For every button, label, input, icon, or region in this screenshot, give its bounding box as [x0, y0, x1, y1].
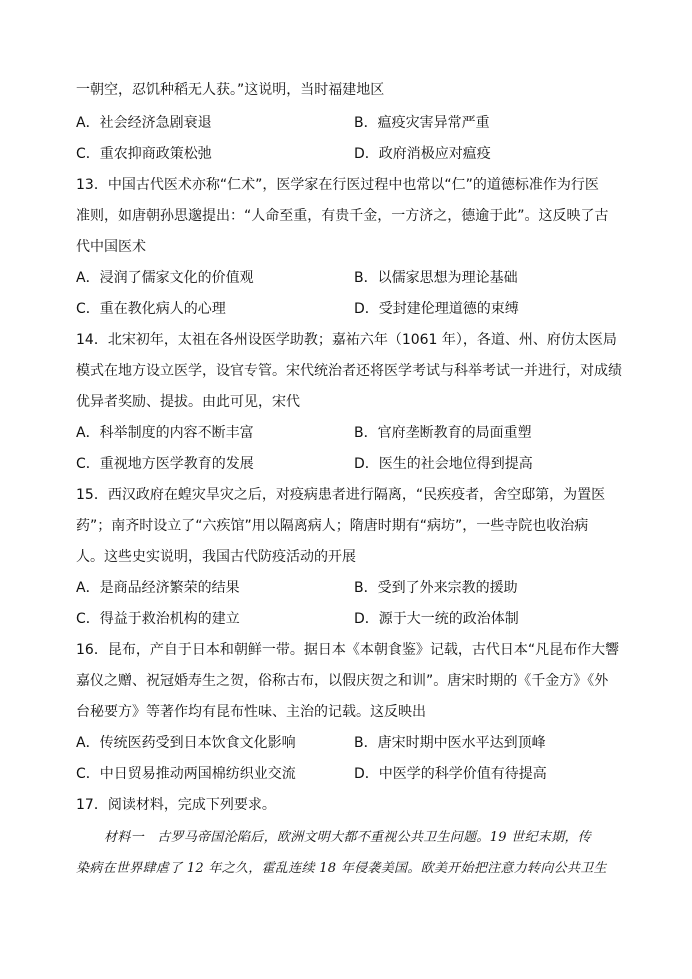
q15-stem-line-1: 15．西汉政府在蝗灾旱灾之后，对疫病患者进行隔离，“民疾疫者，舍空邸第，为置医 [76, 487, 606, 503]
q13-options-row-1 [76, 268, 636, 288]
intro-options-row-1 [76, 113, 636, 133]
q16-stem-line-2: 嘉仪之赠、祝冠婚寿生之贺，俗称古布，以假庆贺之和训”。唐宋时期的《千金方》《外 [76, 673, 609, 689]
q13-option-c[interactable]: C．重在教化病人的心理 [76, 301, 226, 317]
intro-options-row-2 [76, 144, 636, 164]
q15-option-b[interactable]: B．受到了外来宗教的援助 [354, 580, 518, 596]
q15-stem-line-2: 药”；南齐时设立了“六疾馆”用以隔离病人；隋唐时期有“病坊”，一些寺院也收治病 [76, 518, 589, 534]
q13-stem-line-3: 代中国医术 [76, 239, 146, 255]
q17-material-line-2: 染病在世界肆虐了 12 年之久，霍乱连续 18 年侵袭美国。欧美开始把注意力转向公共卫生 [76, 861, 607, 876]
q16-stem-line-1: 16．昆布，产自于日本和朝鲜一带。据日本《本朝食鉴》记载，古代日本“凡昆布作大響 [76, 642, 620, 658]
intro-option-a[interactable]: A．社会经济急剧衰退 [76, 115, 212, 131]
q14-stem-line-3: 优异者奖励、提拔。由此可见，宋代 [76, 394, 300, 410]
q17-material-line-1: 材料一 古罗马帝国沦陷后，欧洲文明大都不重视公共卫生问题。19 世纪末期，传 [104, 830, 592, 845]
q16-option-a[interactable]: A．传统医药受到日本饮食文化影响 [76, 735, 296, 751]
q13-stem-line-1: 13．中国古代医术亦称“仁术”，医学家在行医过程中也常以“仁”的道德标准作为行医 [76, 177, 599, 193]
intro-stem-line: 一朝空，忍饥种稻无人获。”这说明，当时福建地区 [76, 82, 385, 98]
intro-option-b[interactable]: B．瘟疫灾害异常严重 [354, 115, 490, 131]
q15-option-d[interactable]: D．源于大一统的政治体制 [354, 611, 519, 627]
q17-stem: 17．阅读材料，完成下列要求。 [76, 797, 276, 813]
q16-options-row-1 [76, 733, 636, 753]
q14-option-b[interactable]: B．官府垄断教育的局面重塑 [354, 425, 532, 441]
q15-stem-line-3: 人。这些史实说明，我国古代防疫活动的开展 [76, 549, 356, 565]
q14-option-d[interactable]: D．医生的社会地位得到提高 [354, 456, 533, 472]
q13-option-a[interactable]: A．浸润了儒家文化的价值观 [76, 270, 254, 286]
q14-stem-line-1: 14．北宋初年，太祖在各州设医学助教；嘉祐六年（1061 年），各道、州、府仿太医局 [76, 332, 617, 348]
q13-option-d[interactable]: D．受封建伦理道德的束缚 [354, 301, 519, 317]
q13-options-row-2 [76, 299, 636, 319]
q14-options-row-2 [76, 454, 636, 474]
q16-stem-line-3: 台秘要方》等著作均有昆布性味、主治的记载。这反映出 [76, 704, 426, 720]
q14-stem-line-2: 模式在地方设立医学，设官专管。宋代统治者还将医学考试与科举考试一并进行，对成绩 [76, 363, 622, 379]
q15-option-a[interactable]: A．是商品经济繁荣的结果 [76, 580, 240, 596]
q14-option-a[interactable]: A．科举制度的内容不断丰富 [76, 425, 254, 441]
intro-option-d[interactable]: D．政府消极应对瘟疫 [354, 146, 491, 162]
intro-option-c[interactable]: C．重农抑商政策松弛 [76, 146, 212, 162]
q13-stem-line-2: 准则，如唐朝孙思邈提出：“人命至重，有贵千金，一方济之，德逾于此”。这反映了古 [76, 208, 609, 224]
q15-options-row-2 [76, 609, 636, 629]
q15-options-row-1 [76, 578, 636, 598]
q16-option-c[interactable]: C．中日贸易推动两国棉纺织业交流 [76, 766, 296, 782]
q14-option-c[interactable]: C．重视地方医学教育的发展 [76, 456, 254, 472]
q14-options-row-1 [76, 423, 636, 443]
q16-options-row-2 [76, 764, 636, 784]
q15-option-c[interactable]: C．得益于救治机构的建立 [76, 611, 240, 627]
q13-option-b[interactable]: B．以儒家思想为理论基础 [354, 270, 518, 286]
q16-option-b[interactable]: B．唐宋时期中医水平达到顶峰 [354, 735, 546, 751]
q16-option-d[interactable]: D．中医学的科学价值有待提高 [354, 766, 547, 782]
